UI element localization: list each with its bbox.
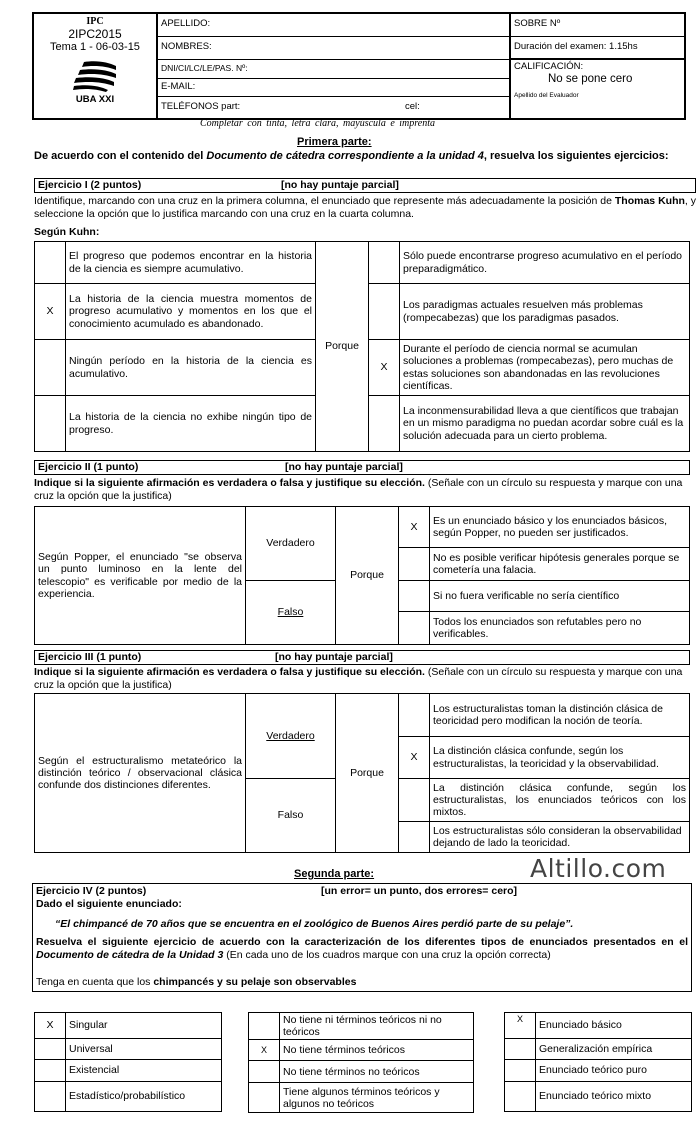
ex3-option-mark[interactable]: X <box>399 737 430 779</box>
ex1-right-mark[interactable] <box>369 242 400 284</box>
ex3-scoring: [no hay puntaje parcial] <box>275 651 393 663</box>
ex1-scoring: [no hay puntaje parcial] <box>281 179 399 191</box>
ex4-col1-mark[interactable] <box>35 1082 66 1112</box>
ex1-left-option: El progreso que podemos encontrar en la historia de la ciencia es siempre acumulativo. <box>66 242 316 284</box>
ex1-porque: Porque <box>316 242 369 452</box>
ex4-col3-mark[interactable] <box>505 1039 536 1060</box>
ex3-option-text: Los estructuralistas toman la distinción clásica de teoricidad pero modifican la noción de teoría. <box>430 694 690 737</box>
ex2-table <box>34 506 690 645</box>
ex1-instructions <box>34 195 696 221</box>
ex4-col3-table <box>504 1012 692 1112</box>
ex4-col2-option: Tiene algunos términos teóricos y algunos no teóricos <box>280 1083 474 1113</box>
ex4-box <box>32 883 692 992</box>
ex1-right-option: Sólo puede encontrarse progreso acumulativo en el período preparadigmático. <box>400 242 690 284</box>
ex4-col2-option: No tiene términos teóricos <box>280 1040 474 1061</box>
ex2-instr-bold: Indique si la siguiente afirmación es verdadera o falsa y justifique su elección. <box>34 477 425 489</box>
ex4-scoring: [un error= un punto, dos errores= cero] <box>321 885 518 897</box>
calificacion-label: CALIFICACIÓN: <box>514 61 584 73</box>
ex3-instr-bold: Indique si la siguiente afirmación es verdadera o falsa y justifique su elección. <box>34 666 425 678</box>
ex4-quote: “El chimpancé de 70 años que se encuentra en el zoológico de Buenos Aires perdió parte de su pelaje”. <box>55 918 574 930</box>
ex1-right-mark[interactable] <box>369 396 400 452</box>
ex3-instructions <box>34 666 694 692</box>
no-cero-label: No se pone cero <box>548 73 633 86</box>
ex3-option-mark[interactable] <box>399 694 430 737</box>
ex4-dado: Dado el siguiente enunciado: <box>36 898 182 910</box>
ex2-instr-rest: (Señale con un círculo su respuesta y marque con una cruz la opción que la justifica) <box>34 477 683 502</box>
exam-tema: Tema 1 - 06-03-15 <box>50 41 140 54</box>
ex4-col3-option: Enunciado teórico mixto <box>536 1082 692 1112</box>
ex4-col3-option: Generalización empírica <box>536 1039 692 1060</box>
ex4-col1-mark[interactable] <box>35 1039 66 1060</box>
telefonos-field[interactable] <box>157 97 510 119</box>
ex4-col1-option: Universal <box>66 1039 222 1060</box>
ex1-segun: Según Kuhn: <box>34 226 100 238</box>
ex4-col2-mark[interactable]: X <box>249 1040 280 1061</box>
ex4-col2-mark[interactable] <box>249 1083 280 1113</box>
ex4-instructions <box>36 936 688 962</box>
ex3-option-mark[interactable] <box>399 822 430 853</box>
exam-code: 2IPC2015 <box>68 26 122 41</box>
ex1-left-mark[interactable] <box>35 340 66 396</box>
ex2-falso[interactable]: Falso <box>246 581 336 645</box>
ex2-scoring: [no hay puntaje parcial] <box>285 461 403 473</box>
apellido-field[interactable]: APELLIDO: <box>157 13 510 36</box>
ex4-instr-rest: (En cada uno de los cuadros marque con una cruz la opción correcta) <box>223 949 551 961</box>
altillo-watermark: Altillo.com <box>530 854 667 883</box>
ex2-option-text: Es un enunciado básico y los enunciados básicos, según Popper, no pueden ser justificados. <box>430 507 690 548</box>
duracion-label: Duración del examen: 1.15hs <box>510 36 685 59</box>
ex1-right-option: La inconmensurabilidad lleva a que científicos que trabajan en un mismo paradigma no puedan acordar sobre cuál es la solución adecuada para un cierto problema. <box>400 396 690 452</box>
part1-intro-doc: Documento de cátedra correspondiente a la unidad 4 <box>206 150 484 162</box>
ex4-col1-mark[interactable] <box>35 1060 66 1082</box>
ex3-instr-rest: (Señale con un círculo su respuesta y marque con una cruz la opción que la justifica) <box>34 666 683 691</box>
ex1-title: Ejercicio I (2 puntos) <box>38 179 142 191</box>
email-field[interactable]: E-MAIL: <box>157 78 510 97</box>
ex2-option-mark[interactable] <box>399 612 430 645</box>
ex2-title-bar <box>34 460 690 475</box>
ex2-option-text: Si no fuera verificable no sería científico <box>430 581 690 612</box>
sobre-field[interactable]: SOBRE Nº <box>510 13 685 36</box>
uba-logo-icon <box>70 58 120 94</box>
ex4-instr-bold-a: Resuelva el siguiente ejercicio de acuerdo con la caracterización de los diferentes tipos de enunciados presentados en el <box>36 936 688 948</box>
ex4-col1-option: Singular <box>66 1013 222 1039</box>
ex1-right-mark[interactable] <box>369 284 400 340</box>
ex4-tenga-a: Tenga en cuenta que los <box>36 976 154 988</box>
ex4-col3-option: Enunciado teórico puro <box>536 1060 692 1082</box>
ex1-left-option: La historia de la ciencia muestra momentos de progreso acumulativo y momentos en los que el conocimiento acumulado es abandonado. <box>66 284 316 340</box>
ex4-col2-mark[interactable] <box>249 1013 280 1040</box>
ex3-option-text: La distinción clásica confunde, según los estructuralistas, los enunciados teóricos con los mixtos. <box>430 779 690 822</box>
ex4-col3-mark[interactable] <box>505 1060 536 1082</box>
ex4-tenga-bold: chimpancés y su pelaje son observables <box>153 976 357 988</box>
ex1-title-bar <box>34 178 696 193</box>
ex3-title: Ejercicio III (1 punto) <box>38 651 142 663</box>
ex3-statement: Según el estructuralismo metateórico la distinción teórico / observacional clásica confunde dos distinciones diferentes. <box>35 694 246 853</box>
ex1-instr-a: Identifique, marcando con una cruz en la primera columna, el enunciado que represente más adecuadamente la posición de <box>34 195 615 207</box>
ex4-col3-mark[interactable]: X <box>505 1013 536 1039</box>
ex4-title: Ejercicio IV (2 puntos) <box>36 885 147 897</box>
ex2-verdadero[interactable]: Verdadero <box>246 507 336 581</box>
part1-intro-a: De acuerdo con el contenido del <box>34 150 207 162</box>
ex4-col1-mark[interactable]: X <box>35 1013 66 1039</box>
completar-note: Completar con tinta, letra clara, mayúscula e imprenta <box>200 118 435 129</box>
apellido-evaluador-label: Apellido del Evaluador <box>514 91 579 99</box>
part1-intro-b: , resuelva los siguientes ejercicios: <box>483 150 669 162</box>
ex1-table <box>34 241 690 452</box>
ex3-table <box>34 693 690 853</box>
ex2-instructions <box>34 477 694 503</box>
ex3-verdadero[interactable]: Verdadero <box>246 694 336 779</box>
ex1-instr-b: , y seleccione la opción que lo justifica marcando con una cruz en la cuarta columna. <box>34 195 696 220</box>
cel-label: cel: <box>405 101 420 113</box>
ex4-col2-mark[interactable] <box>249 1061 280 1083</box>
ex2-option-text: No es posible verificar hipótesis generales porque se cometería una falacia. <box>430 548 690 581</box>
ex1-left-option: La historia de la ciencia no exhibe ningún tipo de progreso. <box>66 396 316 452</box>
ex4-col1-option: Estadístico/probabilístico <box>66 1082 222 1112</box>
ex1-right-option: Los paradigmas actuales resuelven más problemas (rompecabezas) que los paradigmas pasados. <box>400 284 690 340</box>
ex1-left-option: Ningún período en la historia de la ciencia es acumulativo. <box>66 340 316 396</box>
ex2-statement: Según Popper, el enunciado "se observa un punto luminoso en la lente del telescopio" es verificable por medio de la experiencia. <box>35 507 246 645</box>
ex4-col1-table <box>34 1012 222 1112</box>
ex2-option-mark[interactable] <box>399 581 430 612</box>
nombres-field[interactable]: NOMBRES: <box>157 36 510 59</box>
dni-field[interactable]: DNI/CI/LC/LE/PAS. Nº: <box>157 59 510 78</box>
ex1-right-mark[interactable]: X <box>369 340 400 396</box>
ex3-falso[interactable]: Falso <box>246 779 336 853</box>
ex1-right-option: Durante el período de ciencia normal se acumulan soluciones a problemas (rompecabezas), pero muchas de estas soluciones son abandonadas en las revoluciones científicas. <box>400 340 690 396</box>
ex4-instr-doc: Documento de cátedra de la Unidad 3 <box>36 949 224 961</box>
telefonos-label: TELÉFONOS part: <box>161 101 241 113</box>
header-table <box>32 12 686 120</box>
ex2-option-mark[interactable]: X <box>399 507 430 548</box>
part2-title: Segunda parte: <box>294 868 375 880</box>
logo-text: UBA XXI <box>75 93 115 105</box>
ex3-option-text: Los estructuralistas sólo consideran la observabilidad dejando de lado la teoricidad. <box>430 822 690 853</box>
ex2-option-text: Todos los enunciados son refutables pero no verificables. <box>430 612 690 645</box>
ex1-instr-kuhn: Thomas Kuhn <box>614 195 685 207</box>
ex1-left-mark[interactable] <box>35 242 66 284</box>
ex4-col2-option: No tiene ni términos teóricos ni no teóricos <box>280 1013 474 1040</box>
ex4-tenga <box>36 976 356 988</box>
ex1-left-mark[interactable]: X <box>35 284 66 340</box>
ipc-label: IPC <box>86 16 104 27</box>
ex2-title: Ejercicio II (1 punto) <box>38 461 139 473</box>
ex4-col3-option: Enunciado básico <box>536 1013 692 1039</box>
ex4-col1-option: Existencial <box>66 1060 222 1082</box>
calificacion-cell[interactable] <box>510 59 685 119</box>
ex4-col3-mark[interactable] <box>505 1082 536 1112</box>
ex3-option-mark[interactable] <box>399 779 430 822</box>
ex4-col2-table <box>248 1012 474 1113</box>
ex3-option-text: La distinción clásica confunde, según los estructuralistas, la teoricidad y la observabilidad. <box>430 737 690 779</box>
ex3-porque: Porque <box>336 694 399 853</box>
ex2-option-mark[interactable] <box>399 548 430 581</box>
ex4-col2-option: No tiene términos no teóricos <box>280 1061 474 1083</box>
part1-intro <box>34 150 684 163</box>
ex3-title-bar <box>34 650 690 665</box>
ex1-left-mark[interactable] <box>35 396 66 452</box>
part1-title: Primera parte: <box>297 136 372 148</box>
ex2-porque: Porque <box>336 507 399 645</box>
header-logo-cell <box>33 13 157 119</box>
